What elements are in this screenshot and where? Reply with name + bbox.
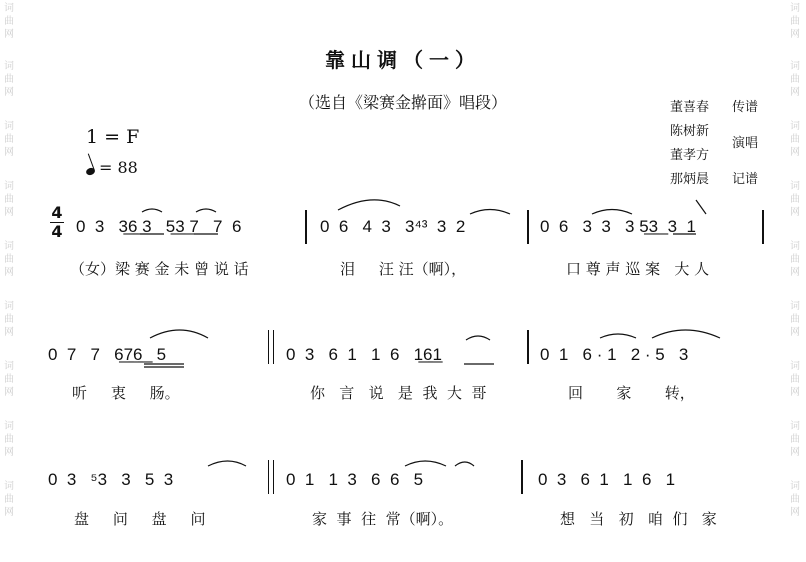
measure-1-3: 0 6 3 3 3 5͟3͟ 3 1 bbox=[540, 217, 696, 236]
watermark-right-6: 词曲网 bbox=[790, 301, 800, 338]
lyrics-2-2: 你 言 说 是 我 大 哥 bbox=[310, 384, 487, 402]
measure-2-1: 0 7 7 6͟7͟6͟ 5 bbox=[48, 345, 167, 364]
measure-3-2: 0 1 1 3 6 6 5 bbox=[286, 470, 424, 489]
watermark-right-3: 词曲网 bbox=[790, 121, 800, 158]
watermark-left-2: 词曲网 bbox=[4, 61, 14, 98]
page-subtitle: （选自《梁赛金擀面》唱段） bbox=[298, 93, 507, 112]
credit-role: 记谱 bbox=[732, 172, 759, 187]
watermark-left-8: 词曲网 bbox=[4, 421, 14, 458]
slur bbox=[600, 334, 636, 338]
time-signature-bottom: 4 bbox=[51, 222, 63, 241]
watermark-right-7: 词曲网 bbox=[790, 361, 800, 398]
watermark-left-7: 词曲网 bbox=[4, 361, 14, 398]
lyrics-3-3: 想 当 初 咱 们 家 bbox=[560, 510, 717, 528]
slur bbox=[142, 209, 162, 212]
lyrics-3-1: 盘 问 盘 问 bbox=[74, 510, 206, 528]
lyrics-2-1: 听 衷 肠。 bbox=[72, 384, 180, 402]
watermark-right-8: 词曲网 bbox=[790, 421, 800, 458]
credit-role: 演唱 bbox=[732, 136, 759, 151]
watermark-right-5: 词曲网 bbox=[790, 241, 800, 278]
lyrics-2-3: 回 家 转， bbox=[568, 384, 695, 402]
page-title: 靠山调（一） bbox=[325, 48, 481, 72]
watermark-left-1: 词曲网 bbox=[4, 3, 14, 40]
watermark-right-9: 词曲网 bbox=[790, 481, 800, 518]
slur bbox=[208, 461, 246, 466]
tempo-value: = 88 bbox=[99, 158, 138, 177]
watermark-right-4: 词曲网 bbox=[790, 181, 800, 218]
watermark-right-2: 词曲网 bbox=[790, 61, 800, 98]
slur bbox=[652, 330, 720, 338]
measure-2-3: 0 1 6 · 1 2 · 5 3 bbox=[540, 345, 689, 364]
slur bbox=[470, 210, 510, 215]
slur bbox=[150, 330, 208, 338]
slur bbox=[696, 200, 706, 214]
time-signature-top: 4 bbox=[51, 203, 63, 222]
measure-1-1: 0 3 3͟6͟ 3 5͟3͟ 7 7 6 bbox=[76, 217, 242, 236]
credit-name: 那炳晨 bbox=[670, 172, 710, 187]
measure-3-3: 0 3 6 1 1 6 1 bbox=[538, 470, 676, 489]
watermark-right-1: 词曲网 bbox=[790, 3, 800, 40]
slur bbox=[338, 200, 400, 210]
slur bbox=[405, 461, 446, 466]
slur bbox=[196, 209, 216, 212]
lyrics-1-3: 口 尊 声 巡 案 大 人 bbox=[566, 260, 710, 278]
watermark-left-9: 词曲网 bbox=[4, 481, 14, 518]
measure-2-2: 0 3 6 1 1 6 1͟6͟1 bbox=[286, 345, 442, 364]
slur bbox=[592, 210, 632, 215]
watermark-left-4: 词曲网 bbox=[4, 181, 14, 218]
lyrics-3-2: 家 事 往 常（啊）。 bbox=[312, 510, 454, 528]
credit-name: 董喜春 bbox=[670, 100, 710, 115]
key-signature: 1 = F bbox=[86, 126, 140, 148]
watermark-left-3: 词曲网 bbox=[4, 121, 14, 158]
lyrics-1-1: （女）梁 赛 金 未 曾 说 话 bbox=[70, 260, 249, 278]
measure-1-2: 0 6 4 3 3⁴³ 3 2 bbox=[320, 217, 466, 236]
slur bbox=[455, 462, 474, 466]
credit-name: 董孝方 bbox=[670, 148, 710, 163]
watermark-left-5: 词曲网 bbox=[4, 241, 14, 278]
slur bbox=[466, 336, 490, 340]
credit-name: 陈树新 bbox=[670, 124, 710, 139]
credit-role: 传谱 bbox=[732, 100, 759, 115]
watermark-left-6: 词曲网 bbox=[4, 301, 14, 338]
measure-3-1: 0 3 ⁵3 3 5 3 bbox=[48, 470, 174, 489]
lyrics-1-2: 泪 汪 汪（啊）， bbox=[340, 260, 467, 278]
